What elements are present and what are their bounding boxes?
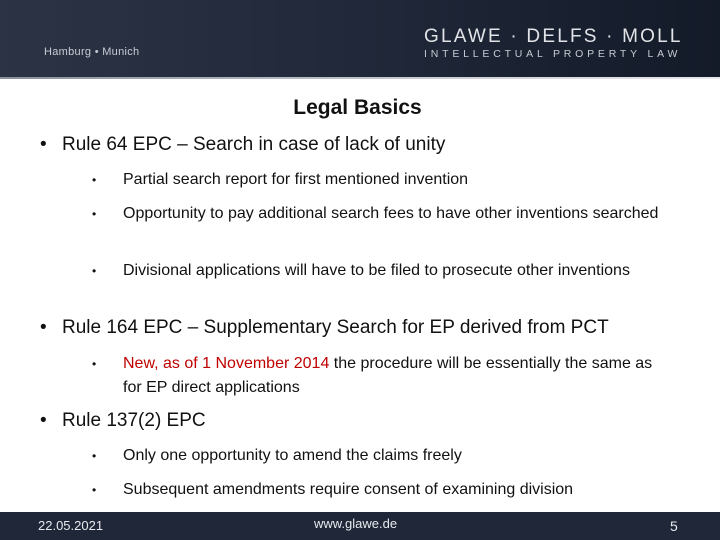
- section-heading: [40, 410, 206, 432]
- list-item: [92, 352, 672, 400]
- highlighted-date-text: New, as of 1 November 2014: [123, 355, 330, 372]
- bullet: •: [92, 207, 97, 221]
- list-item-text: Divisional applications will have to be filed to prosecute other inventions: [123, 262, 630, 279]
- office-locations: Hamburg • Munich: [44, 46, 140, 58]
- bullet: •: [92, 449, 97, 463]
- bullet: •: [40, 317, 47, 338]
- bullet: •: [92, 264, 97, 278]
- section-heading: [40, 317, 609, 339]
- page-number: 5: [670, 518, 678, 534]
- footer-website-link[interactable]: www.glawe.de: [314, 516, 398, 531]
- list-item-text: Partial search report for first mentioned invention: [123, 171, 469, 188]
- section-heading: [40, 134, 445, 156]
- firm-logo-name: GLAWE · DELFS · MOLL: [424, 26, 683, 47]
- list-item: [92, 259, 672, 283]
- footer-date: 22.05.2021: [38, 518, 104, 533]
- list-item-text: Opportunity to pay additional search fees to have other inventions searched: [123, 205, 659, 222]
- list-item-text: [123, 352, 672, 400]
- header-divider: [0, 77, 720, 79]
- slide-title: Legal Basics: [293, 96, 422, 119]
- list-item: [92, 478, 672, 502]
- section-heading-text: Rule 164 EPC – Supplementary Search for EP derived from PCT: [62, 317, 609, 338]
- list-item-rest-text: the procedure will be essentially the same as for EP direct applications: [123, 355, 653, 396]
- list-item: [92, 444, 672, 468]
- list-item: [92, 202, 672, 226]
- list-item-text: Only one opportunity to amend the claims freely: [123, 447, 462, 464]
- list-item-text: Subsequent amendments require consent of examining division: [123, 481, 574, 498]
- bullet: •: [92, 483, 97, 497]
- list-item: [92, 168, 672, 192]
- firm-logo-subtitle: INTELLECTUAL PROPERTY LAW: [424, 48, 682, 60]
- bullet: •: [40, 134, 47, 155]
- bullet: •: [40, 410, 47, 431]
- bullet: •: [92, 357, 97, 371]
- section-heading-text: Rule 137(2) EPC: [62, 410, 206, 431]
- section-heading-text: Rule 64 EPC – Search in case of lack of unity: [62, 134, 446, 155]
- bullet: •: [92, 173, 97, 187]
